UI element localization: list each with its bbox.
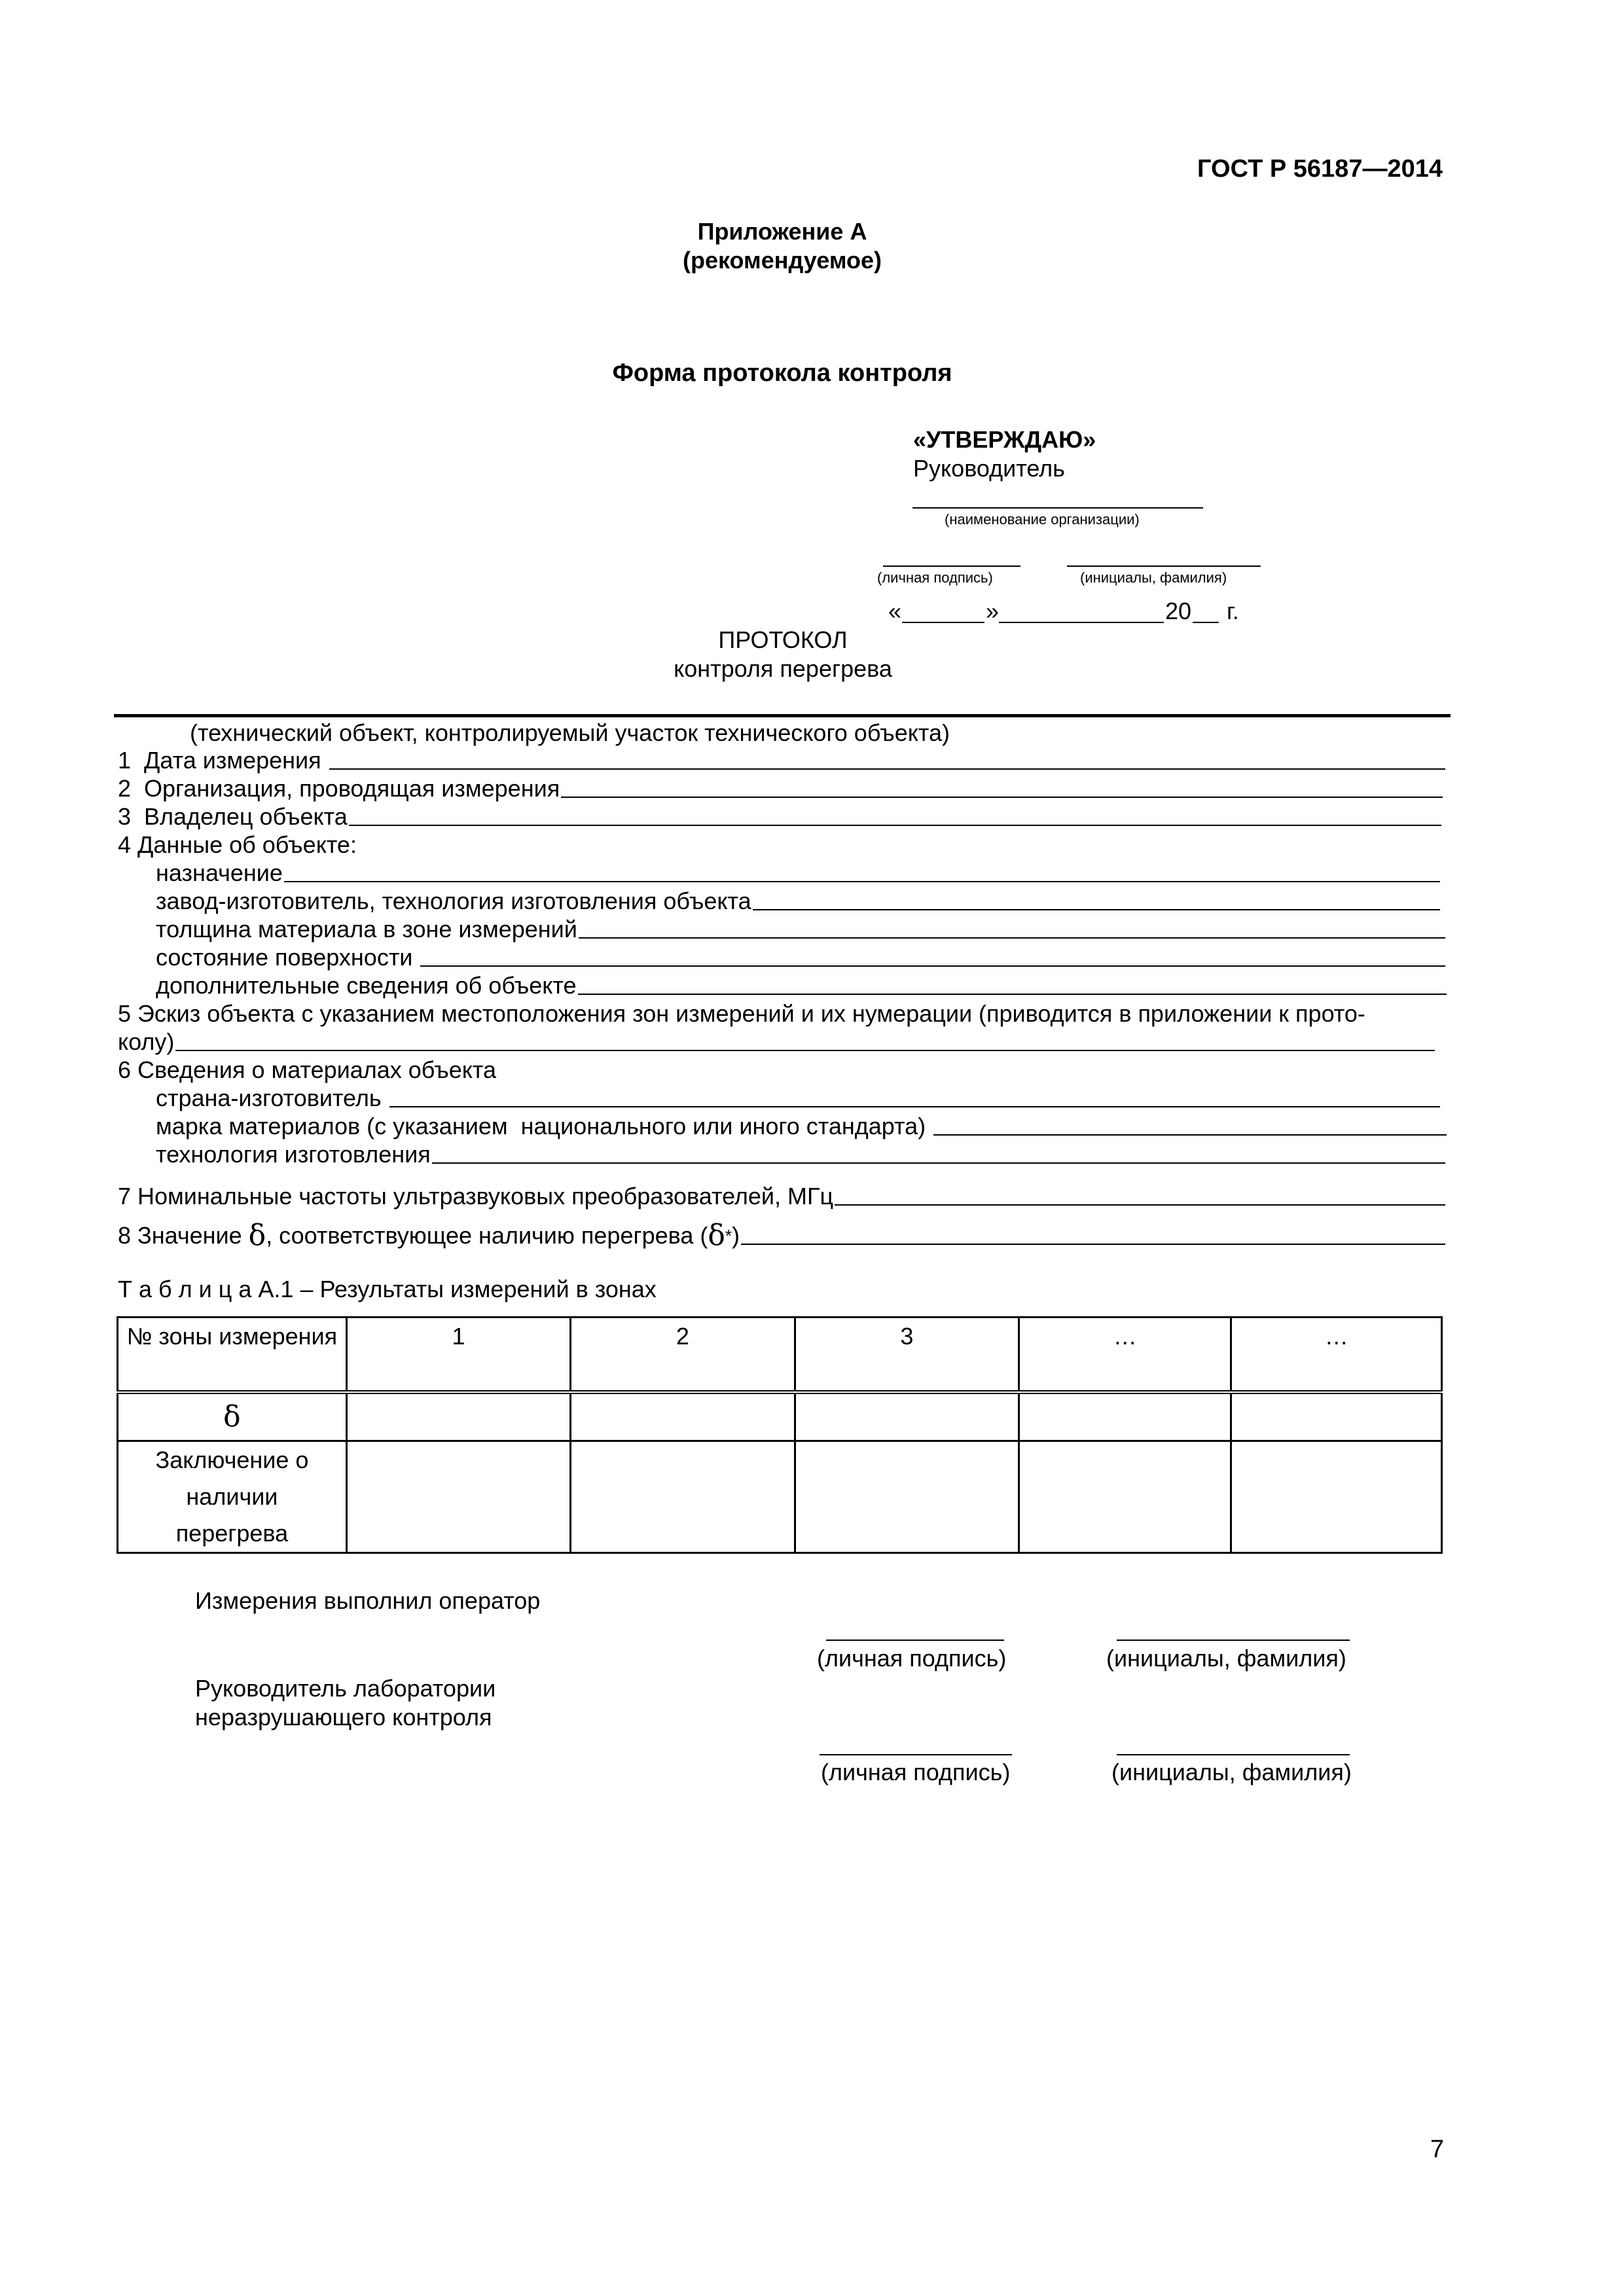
head-name-line[interactable]	[1117, 1754, 1350, 1755]
conclusion-cell[interactable]	[346, 1441, 570, 1553]
delta-subscript: *	[725, 1226, 732, 1246]
object-data-heading: 4 Данные об объекте:	[118, 831, 357, 858]
field-thickness	[156, 915, 1445, 944]
field-label: толщина материала в зоне измерений	[156, 916, 577, 942]
field-owner	[118, 802, 1441, 831]
conclusion-cell[interactable]	[571, 1441, 795, 1553]
delta-cell[interactable]	[1019, 1392, 1231, 1441]
zone-col-5: …	[1231, 1318, 1442, 1393]
table-caption: Т а б л и ц а А.1 – Результаты измерений в зонах	[118, 1276, 657, 1302]
appendix-subtitle: (рекомендуемое)	[683, 247, 882, 274]
approve-name-line	[1067, 565, 1261, 567]
field-surface	[156, 943, 1445, 972]
field-label: )	[732, 1222, 740, 1249]
field-blank[interactable]	[753, 909, 1440, 910]
field-blank[interactable]	[329, 768, 1445, 770]
field-label: 3 Владелец объекта	[118, 803, 348, 830]
head-signature-line[interactable]	[820, 1754, 1012, 1755]
head-label-line1: Руководитель лаборатории	[195, 1675, 496, 1702]
delta-cell[interactable]	[1231, 1392, 1442, 1441]
operator-name-caption: (инициалы, фамилия)	[1106, 1645, 1346, 1672]
protocol-title: ПРОТОКОЛ	[718, 626, 848, 653]
field-label: марка материалов (с указанием национального или иного стандарта)	[156, 1113, 933, 1139]
field-blank[interactable]	[432, 1162, 1445, 1164]
zone-col-3: 3	[795, 1318, 1019, 1393]
approve-month-line	[999, 622, 1164, 623]
conclusion-cell[interactable]	[1231, 1441, 1442, 1553]
table-row-delta	[118, 1392, 1442, 1441]
approve-role: Руководитель	[913, 455, 1065, 482]
field-label: , соответствующее наличию перегрева (	[266, 1222, 708, 1249]
operator-signature-caption: (личная подпись)	[817, 1645, 1007, 1672]
approve-year-line	[1193, 622, 1219, 623]
field-sketch	[118, 1028, 1435, 1056]
field-label: состояние поверхности	[156, 944, 420, 971]
org-name-caption: (наименование организации)	[945, 511, 1140, 528]
field-blank[interactable]	[420, 965, 1445, 967]
field-blank[interactable]	[561, 797, 1443, 798]
table-row-zones	[118, 1318, 1442, 1393]
field-delta-value	[118, 1221, 1445, 1250]
field-blank[interactable]	[175, 1050, 1435, 1051]
approve-year-prefix: 20	[1165, 598, 1192, 624]
field-label: страна-изготовитель	[156, 1085, 388, 1111]
field-extra-info	[156, 971, 1447, 1000]
field-material-grade	[156, 1112, 1447, 1141]
protocol-subtitle: контроля перегрева	[674, 655, 892, 682]
head-name-caption: (инициалы, фамилия)	[1111, 1759, 1352, 1785]
field-purpose	[156, 859, 1440, 888]
field-label: завод-изготовитель, технология изготовления объекта	[156, 888, 751, 914]
field-label: назначение	[156, 859, 283, 886]
delta-cell[interactable]	[795, 1392, 1019, 1441]
field-label: 7 Номинальные частоты ультразвуковых преобразователей, МГц	[118, 1183, 834, 1210]
field-blank[interactable]	[933, 1134, 1447, 1136]
delta-header-cell: δ	[118, 1392, 347, 1441]
approve-year-suffix: г.	[1227, 598, 1239, 624]
field-blank[interactable]	[579, 937, 1445, 939]
approve-signature-line	[883, 565, 1020, 567]
approve-date-open: «	[888, 598, 902, 624]
object-line	[114, 714, 1451, 717]
field-blank[interactable]	[835, 1204, 1445, 1206]
field-label: технология изготовления	[156, 1141, 431, 1168]
field-blank[interactable]	[578, 994, 1447, 995]
operator-signature-line[interactable]	[826, 1640, 1004, 1641]
approve-day-line	[902, 622, 984, 623]
form-title: Форма протокола контроля	[612, 359, 952, 387]
conclusion-cell[interactable]	[795, 1441, 1019, 1553]
field-manufacturer	[156, 887, 1440, 916]
field-label: 8 Значение	[118, 1222, 249, 1249]
field-blank[interactable]	[741, 1244, 1445, 1245]
results-table	[117, 1316, 1443, 1554]
table-row-conclusion	[118, 1441, 1442, 1553]
delta-symbol: δ	[248, 1219, 266, 1252]
sketch-line-1: 5 Эскиз объекта с указанием местоположения зон измерений и их нумерации (приводится в приложении к прото-	[118, 1000, 1365, 1027]
appendix-title: Приложение А	[697, 218, 867, 245]
head-label-line2: неразрушающего контроля	[195, 1704, 492, 1731]
zone-col-2: 2	[571, 1318, 795, 1393]
zone-col-1: 1	[346, 1318, 570, 1393]
delta-star-symbol: δ	[708, 1219, 725, 1252]
approve-signature-caption: (личная подпись)	[877, 569, 993, 586]
field-label: колу)	[118, 1028, 175, 1055]
field-measurement-date	[118, 746, 1445, 775]
zone-col-4: …	[1019, 1318, 1231, 1393]
delta-cell[interactable]	[571, 1392, 795, 1441]
field-label: дополнительные сведения об объекте	[156, 972, 577, 999]
operator-name-line[interactable]	[1117, 1640, 1350, 1641]
object-caption: (технический объект, контролируемый участок технического объекта)	[190, 719, 950, 746]
field-frequencies	[118, 1182, 1445, 1211]
operator-label: Измерения выполнил оператор	[195, 1587, 541, 1614]
field-blank[interactable]	[349, 825, 1441, 826]
field-blank[interactable]	[389, 1106, 1440, 1107]
approve-name-caption: (инициалы, фамилия)	[1080, 569, 1227, 586]
field-label: 2 Организация, проводящая измерения	[118, 775, 560, 802]
page-number: 7	[1430, 2136, 1445, 2163]
head-signature-caption: (личная подпись)	[821, 1759, 1011, 1785]
field-label: 1 Дата измерения	[118, 747, 328, 774]
conclusion-cell[interactable]	[1019, 1441, 1231, 1553]
field-country	[156, 1084, 1440, 1113]
zone-header-cell: № зоны измерения	[118, 1318, 347, 1393]
field-technology	[156, 1140, 1445, 1169]
org-name-line	[912, 507, 1203, 509]
standard-number: ГОСТ Р 56187—2014	[1197, 155, 1443, 183]
delta-cell[interactable]	[346, 1392, 570, 1441]
field-blank[interactable]	[284, 881, 1440, 882]
approve-date-mid: »	[986, 598, 1000, 624]
materials-heading: 6 Сведения о материалах объекта	[118, 1056, 497, 1083]
conclusion-header-cell: Заключение о наличии перегрева	[118, 1441, 347, 1553]
approve-title: «УТВЕРЖДАЮ»	[913, 426, 1096, 453]
field-organization	[118, 774, 1443, 803]
